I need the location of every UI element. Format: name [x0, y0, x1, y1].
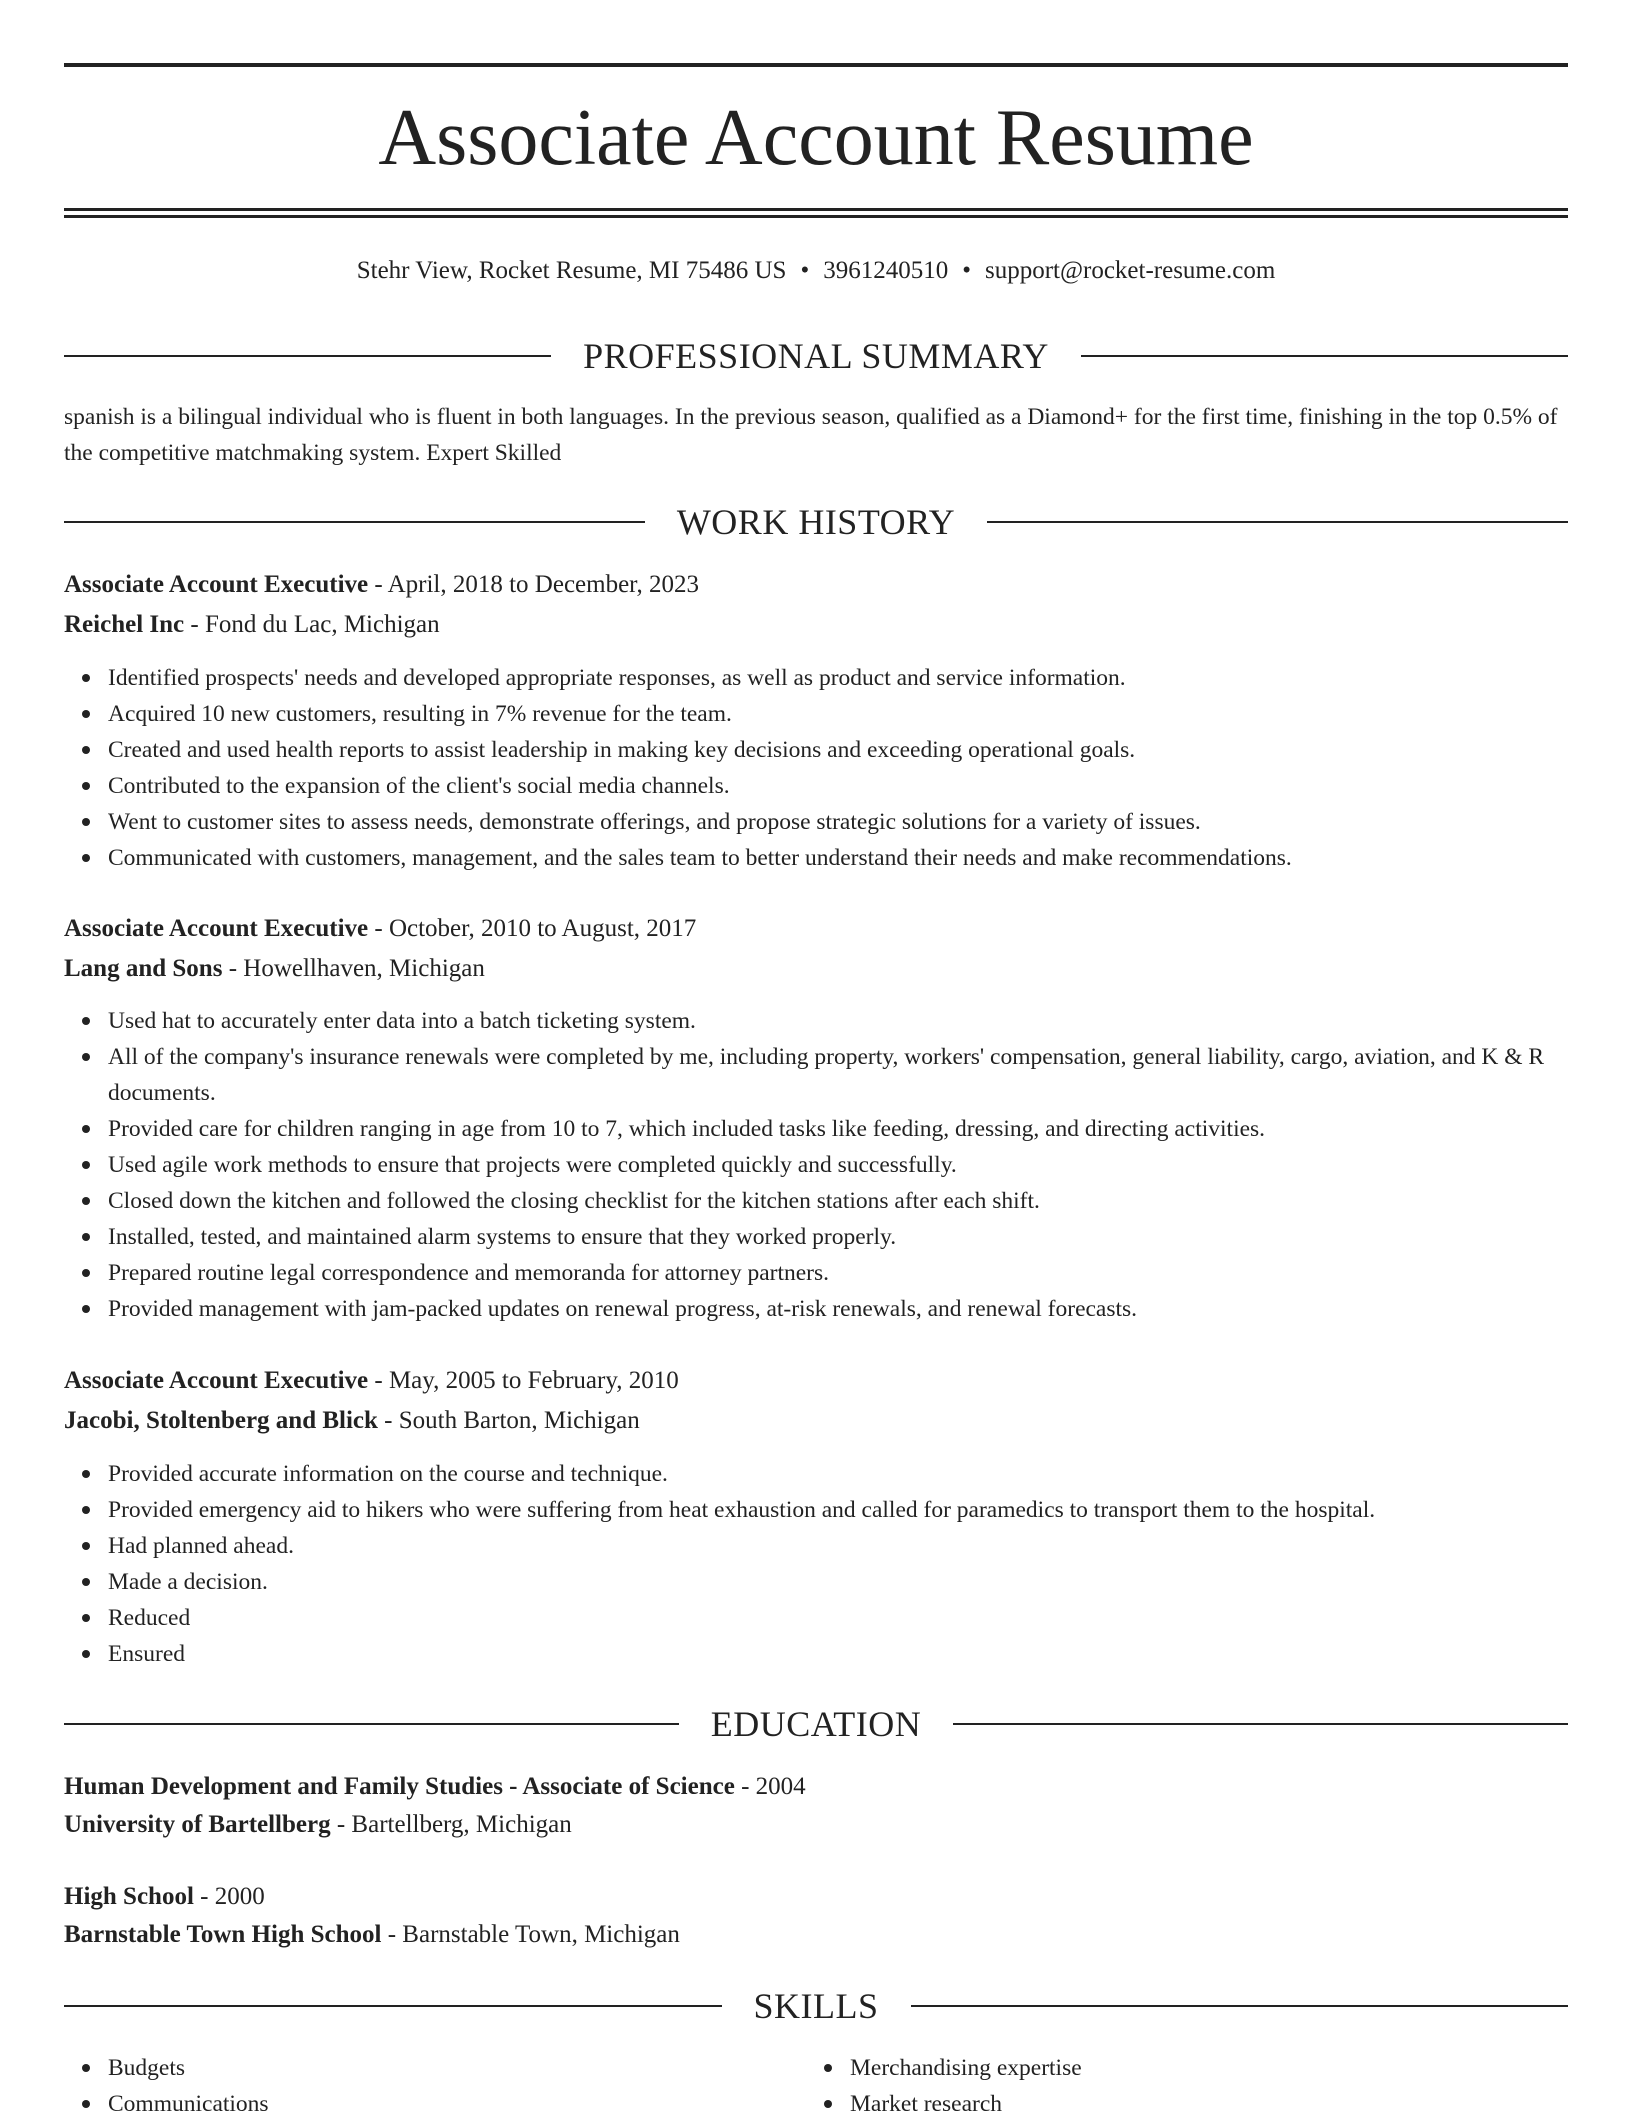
skill-item: Budgets [108, 2050, 764, 2086]
list-item: Identified prospects' needs and developed appropriate responses, as well as product and service information. [108, 660, 1568, 696]
education-school: University of Bartellberg [64, 1811, 331, 1838]
list-item: Communicated with customers, management, and the sales team to better understand their needs and make recommendations. [108, 840, 1568, 876]
education-school: Barnstable Town High School [64, 1921, 382, 1948]
list-item: Went to customer sites to assess needs, demonstrate offerings, and propose strategic solutions for a variety of issues. [108, 804, 1568, 840]
contact-separator: • [800, 257, 810, 284]
skill-item: Merchandising expertise [850, 2050, 1506, 2086]
job-location: - Howellhaven, Michigan [222, 955, 485, 982]
section-title: WORK HISTORY [676, 502, 956, 542]
job-company: Jacobi, Stoltenberg and Blick [64, 1407, 378, 1434]
list-item: Closed down the kitchen and followed the closing checklist for the kitchen stations after each shift. [108, 1183, 1568, 1219]
job-location: - South Barton, Michigan [377, 1407, 640, 1434]
list-item: Ensured [108, 1636, 1568, 1672]
heading-rule [64, 355, 551, 357]
section-heading-work [64, 500, 1568, 544]
heading-rule [64, 521, 645, 523]
skills-list [806, 2050, 1506, 2122]
list-item: Had planned ahead. [108, 1528, 1568, 1564]
heading-rule [953, 1723, 1568, 1725]
section-heading-skills [64, 1984, 1568, 2028]
list-item: Acquired 10 new customers, resulting in 7% revenue for the team. [108, 696, 1568, 732]
list-item: Provided accurate information on the course and technique. [108, 1456, 1568, 1492]
education-degree: High School [64, 1883, 194, 1910]
education-location: - Barnstable Town, Michigan [381, 1921, 680, 1948]
job-company-line [64, 607, 1568, 643]
contact-line [64, 254, 1568, 288]
section-title: PROFESSIONAL SUMMARY [583, 336, 1049, 376]
heading-rule [987, 521, 1568, 523]
job-dates: - April, 2018 to December, 2023 [368, 571, 699, 598]
contact-phone: 3961240510 [823, 257, 949, 284]
job-title-line [64, 1363, 1568, 1399]
resume-title: Associate Account Resume [378, 94, 1254, 182]
contact-address: Stehr View, Rocket Resume, MI 75486 US [356, 257, 787, 284]
job-dates: - May, 2005 to February, 2010 [368, 1367, 679, 1394]
job-dates: - October, 2010 to August, 2017 [368, 915, 697, 942]
job-company: Lang and Sons [64, 955, 223, 982]
job-title-line [64, 567, 1568, 603]
job-bullets [64, 660, 1568, 876]
list-item: Contributed to the expansion of the client's social media channels. [108, 768, 1568, 804]
education-year: - 2004 [734, 1773, 806, 1800]
education-degree: Human Development and Family Studies - Associate of Science [64, 1773, 735, 1800]
contact-separator: • [962, 257, 971, 284]
skill-item: Market research [850, 2086, 1506, 2122]
list-item: Provided care for children ranging in age from 10 to 7, which included tasks like feeding, dressing, and directing activities. [108, 1111, 1568, 1147]
education-degree-line [64, 1769, 1568, 1805]
education-school-line [64, 1807, 1568, 1843]
job-title: Associate Account Executive [64, 915, 369, 942]
section-heading-summary [64, 334, 1568, 378]
list-item: All of the company's insurance renewals were completed by me, including property, workers' compensation, general liability, cargo, aviation, and K & R documents. [108, 1039, 1568, 1111]
education-degree-line [64, 1879, 1568, 1915]
job-bullets [64, 1456, 1568, 1672]
title-divider-lower [64, 215, 1568, 218]
job-title-line [64, 911, 1568, 947]
heading-rule [911, 2005, 1569, 2007]
job-title: Associate Account Executive [64, 571, 369, 598]
education-school-line [64, 1917, 1568, 1953]
section-heading-education [64, 1702, 1568, 1746]
section-title: EDUCATION [710, 1704, 922, 1744]
job-location: - Fond du Lac, Michigan [184, 611, 440, 638]
list-item: Installed, tested, and maintained alarm systems to ensure that they worked properly. [108, 1219, 1568, 1255]
job-bullets [64, 1003, 1568, 1327]
education-location: - Bartellberg, Michigan [330, 1811, 572, 1838]
list-item: Reduced [108, 1600, 1568, 1636]
list-item: Created and used health reports to assist leadership in making key decisions and exceeding operational goals. [108, 732, 1568, 768]
job-company-line [64, 951, 1568, 987]
top-divider [64, 63, 1568, 67]
list-item: Made a decision. [108, 1564, 1568, 1600]
education-year: - 2000 [193, 1883, 265, 1910]
list-item: Used agile work methods to ensure that projects were completed quickly and successfully. [108, 1147, 1568, 1183]
job-company-line [64, 1403, 1568, 1439]
section-title: SKILLS [753, 1986, 879, 2026]
job-title: Associate Account Executive [64, 1367, 369, 1394]
job-company: Reichel Inc [64, 611, 185, 638]
contact-email: support@rocket-resume.com [984, 257, 1276, 284]
heading-rule [64, 2005, 722, 2007]
title-divider-upper [64, 208, 1568, 211]
heading-rule [64, 1723, 679, 1725]
list-item: Provided management with jam-packed updates on renewal progress, at-risk renewals, and renewal forecasts. [108, 1291, 1568, 1327]
skill-item: Communications [108, 2086, 764, 2122]
heading-rule [1081, 355, 1568, 357]
summary-text: spanish is a bilingual individual who is fluent in both languages. In the previous season, qualified as a Diamond+ for the first time, finishing in the top 0.5% of the competitive matchmaking system. Expert Skilled [64, 404, 1558, 466]
list-item: Provided emergency aid to hikers who were suffering from heat exhaustion and called for paramedics to transport them to the hospital. [108, 1492, 1568, 1528]
skills-list [64, 2050, 764, 2122]
list-item: Used hat to accurately enter data into a batch ticketing system. [108, 1003, 1568, 1039]
list-item: Prepared routine legal correspondence and memoranda for attorney partners. [108, 1255, 1568, 1291]
